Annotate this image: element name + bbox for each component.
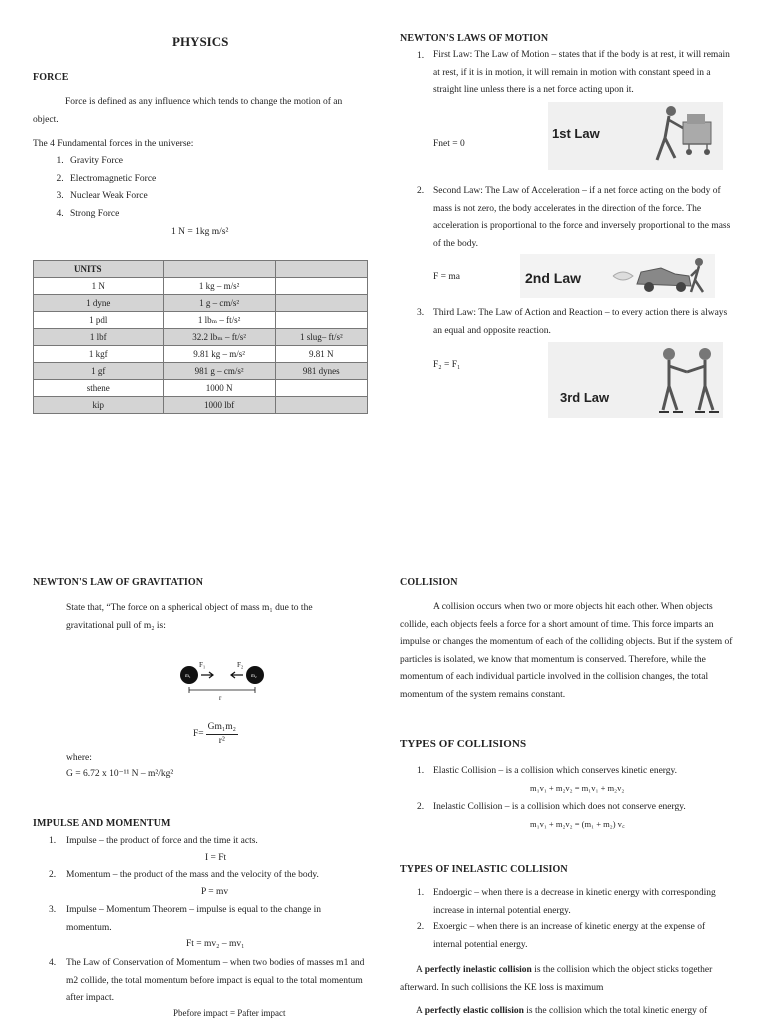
collision-type-formula: m₁v₁ + m₂v₂ = m₁v₁ + m₂v₂ [530,783,625,793]
impulse-item-formula: Ft = mv₂ – mv₁ [186,939,245,949]
table-cell: 1 pdl [34,312,164,329]
perfectly-elastic-paragraph [400,1003,740,1021]
diagram-f1-label: F₁ [199,661,206,669]
force-definition: Force is defined as any influence which tends to change the motion of an object. [33,97,343,125]
inelastic-type-number: 1. [417,888,425,898]
collision-type-text: Inelastic Collision – is a collision which does not conserve energy. [433,802,686,812]
first-law-image [548,102,723,170]
first-law-formula: Fnet = 0 [433,139,465,149]
formula-lhs: F= [193,729,204,740]
perfectly-inelastic-term: perfectly inelastic collision [424,965,532,975]
table-header: UNITS [34,261,164,278]
table-cell: 1 N [34,278,164,295]
collision-type-number: 2. [417,802,425,812]
diagram-r-label: r [219,694,222,702]
second-law-number: 2. [417,186,425,196]
second-law-image [520,254,715,298]
inelastic-type-number: 2. [417,922,425,932]
paragraph-text: is the collision which the object sticks together afterward. In such collisions the KE loss is maximum [400,965,713,993]
table-cell: 1 lbf [34,329,164,346]
perfectly-elastic-term: perfectly elastic collision [424,1006,524,1016]
table-cell [275,295,367,312]
table-cell: 1 gf [34,363,164,380]
table-cell: 1 lbₘ – ft/s² [163,312,275,329]
impulse-item-number: 4. [49,958,57,968]
units-table [33,260,368,414]
gravitation-formula [193,721,238,749]
impulse-item-formula: P = mv [201,887,229,897]
fundamental-forces-list [33,153,156,223]
impulse-item-number: 3. [49,905,57,915]
impulse-item-text: Momentum – the product of the mass and the velocity of the body. [66,870,319,880]
first-law-number: 1. [417,51,425,61]
third-law-text: Third Law: The Law of Action and Reaction – to every action there is always an equal and opposite reaction. [433,308,728,336]
car-push-icon [605,254,715,298]
where-label: where: [66,753,92,763]
table-cell: 9.81 N [275,346,367,363]
table-cell [275,380,367,397]
impulse-item-formula: I = Ft [205,853,227,863]
third-law-image-label: 3rd Law [560,390,610,405]
distance-line-icon [189,687,255,693]
list-item: 4. Strong Force [66,206,156,224]
table-row [34,363,368,380]
list-item: 3. Nuclear Weak Force [66,188,156,206]
impulse-item-text: Impulse – Momentum Theorem – impulse is equal to the change in momentum. [66,905,321,933]
formula-numerator: Gm₁m₂ [206,721,238,735]
first-law-text: First Law: The Law of Motion – states that if the body is at rest, it will remain at rest, if it is in motion, it will remain in motion with constant speed in a straight line unless there is a net force acting upon it. [433,50,730,96]
diagram-m1-label: m₁ [185,674,191,679]
second-law-formula: F = ma [433,272,460,282]
table-row [34,312,368,329]
third-law-image [548,342,723,418]
table-row [34,329,368,346]
gravitation-diagram [175,650,285,710]
inelastic-type-text: Exoergic – when there is an increase of kinetic energy at the expense of internal potential energy. [433,922,706,950]
table-row [34,278,368,295]
impulse-item-text: The Law of Conservation of Momentum – when two bodies of masses m1 and m2 collide, the total momentum before impact is equal to the total momentum after impact. [66,958,365,1004]
diagram-m2-label: m₂ [251,674,257,679]
paragraph-text: is the collision which the total kinetic energy of [523,1006,708,1016]
force-arrow-f2-icon [231,672,243,678]
table-header [163,261,275,278]
third-law-formula: F₂ = F₁ [433,360,461,370]
paragraph-text: A [416,1006,425,1016]
gravitational-constant: G = 6.72 x 10⁻¹¹ N – m²/kg² [66,769,174,779]
table-cell: sthene [34,380,164,397]
table-cell: kip [34,397,164,414]
force-heading: FORCE [33,72,69,83]
gravitation-statement: State that, “The force on a spherical object of mass m₁ due to the gravitational pull of m₂ is: [66,603,313,631]
table-cell: 1 dyne [34,295,164,312]
table-cell: 1 g – cm/s² [163,295,275,312]
collision-text: A collision occurs when two or more objects hit each other. When objects collide, each objects feels a force for a short amount of time. This force imparts an impulse or changes the momentum of each of the colliding objects. But if the system of particles is isolated, we know that momentum is conserved. Therefore, while the momentum of each individual particle involved in the collision changes, the total momentum of the system remains constant. [400,602,733,700]
inelastic-type-text: Endoergic – when there is a decrease in kinetic energy with corresponding increase in internal potential energy. [433,888,716,916]
perfectly-inelastic-paragraph [400,962,733,997]
table-cell: 1000 lbf [163,397,275,414]
inelastic-types-heading: TYPES OF INELASTIC COLLISION [400,864,568,875]
newton-laws-heading: NEWTON'S LAWS OF MOTION [400,33,549,44]
collision-type-formula: m₁v₁ + m₂v₂ = (m₁ + m₂) v꜀ [530,819,625,829]
table-row [34,397,368,414]
collision-type-text: Elastic Collision – is a collision which conserves kinetic energy. [433,766,678,776]
table-cell: 1000 N [163,380,275,397]
gravitation-heading: NEWTON'S LAW OF GRAVITATION [33,577,204,588]
formula-fraction [206,721,238,749]
third-law-number: 3. [417,308,425,318]
table-header [275,261,367,278]
table-cell [275,397,367,414]
table-cell: 981 dynes [275,363,367,380]
formula-denominator: r² [218,736,225,747]
table-cell: 1 kgf [34,346,164,363]
skaters-push-icon [653,342,723,418]
collision-type-number: 1. [417,766,425,776]
list-item: 1. Gravity Force [66,153,156,171]
table-row [34,346,368,363]
impulse-item-number: 1. [49,836,57,846]
table-cell: 32.2 lbₘ – ft/s² [163,329,275,346]
table-row [34,295,368,312]
table-cell: 9.81 kg – m/s² [163,346,275,363]
types-of-collisions-heading: TYPES OF COLLISIONS [400,738,527,750]
impulse-item-formula: Pbefore impact = Pafter impact [173,1008,286,1018]
table-row [34,380,368,397]
table-cell: 1 slug– ft/s² [275,329,367,346]
impulse-heading: IMPULSE AND MOMENTUM [33,818,171,829]
list-item: 2. Electromagnetic Force [66,171,156,189]
second-law-text: Second Law: The Law of Acceleration – if a net force acting on the body of mass is not zero, the body accelerates in the direction of the force. The acceleration is proportional to the force and inversely proportional to the mass of the body. [433,186,731,249]
force-arrow-f1-icon [201,672,213,678]
paragraph-text: A [416,965,425,975]
table-cell [275,312,367,329]
impulse-item-number: 2. [49,870,57,880]
diagram-f2-label: F₂ [237,661,244,669]
first-law-image-label: 1st Law [552,126,600,141]
table-cell [275,278,367,295]
second-law-image-label: 2nd Law [525,270,582,286]
table-row [34,261,368,278]
page-title: PHYSICS [172,34,229,49]
collision-heading: COLLISION [400,577,458,588]
impulse-item-text: Impulse – the product of force and the time it acts. [66,836,258,846]
shopping-cart-person-icon [643,102,723,170]
table-cell: 981 g – cm/s² [163,363,275,380]
force-intro: The 4 Fundamental forces in the universe: [33,139,194,149]
table-cell: 1 kg – m/s² [163,278,275,295]
newton-unit-formula: 1 N = 1kg m/s² [171,227,229,237]
